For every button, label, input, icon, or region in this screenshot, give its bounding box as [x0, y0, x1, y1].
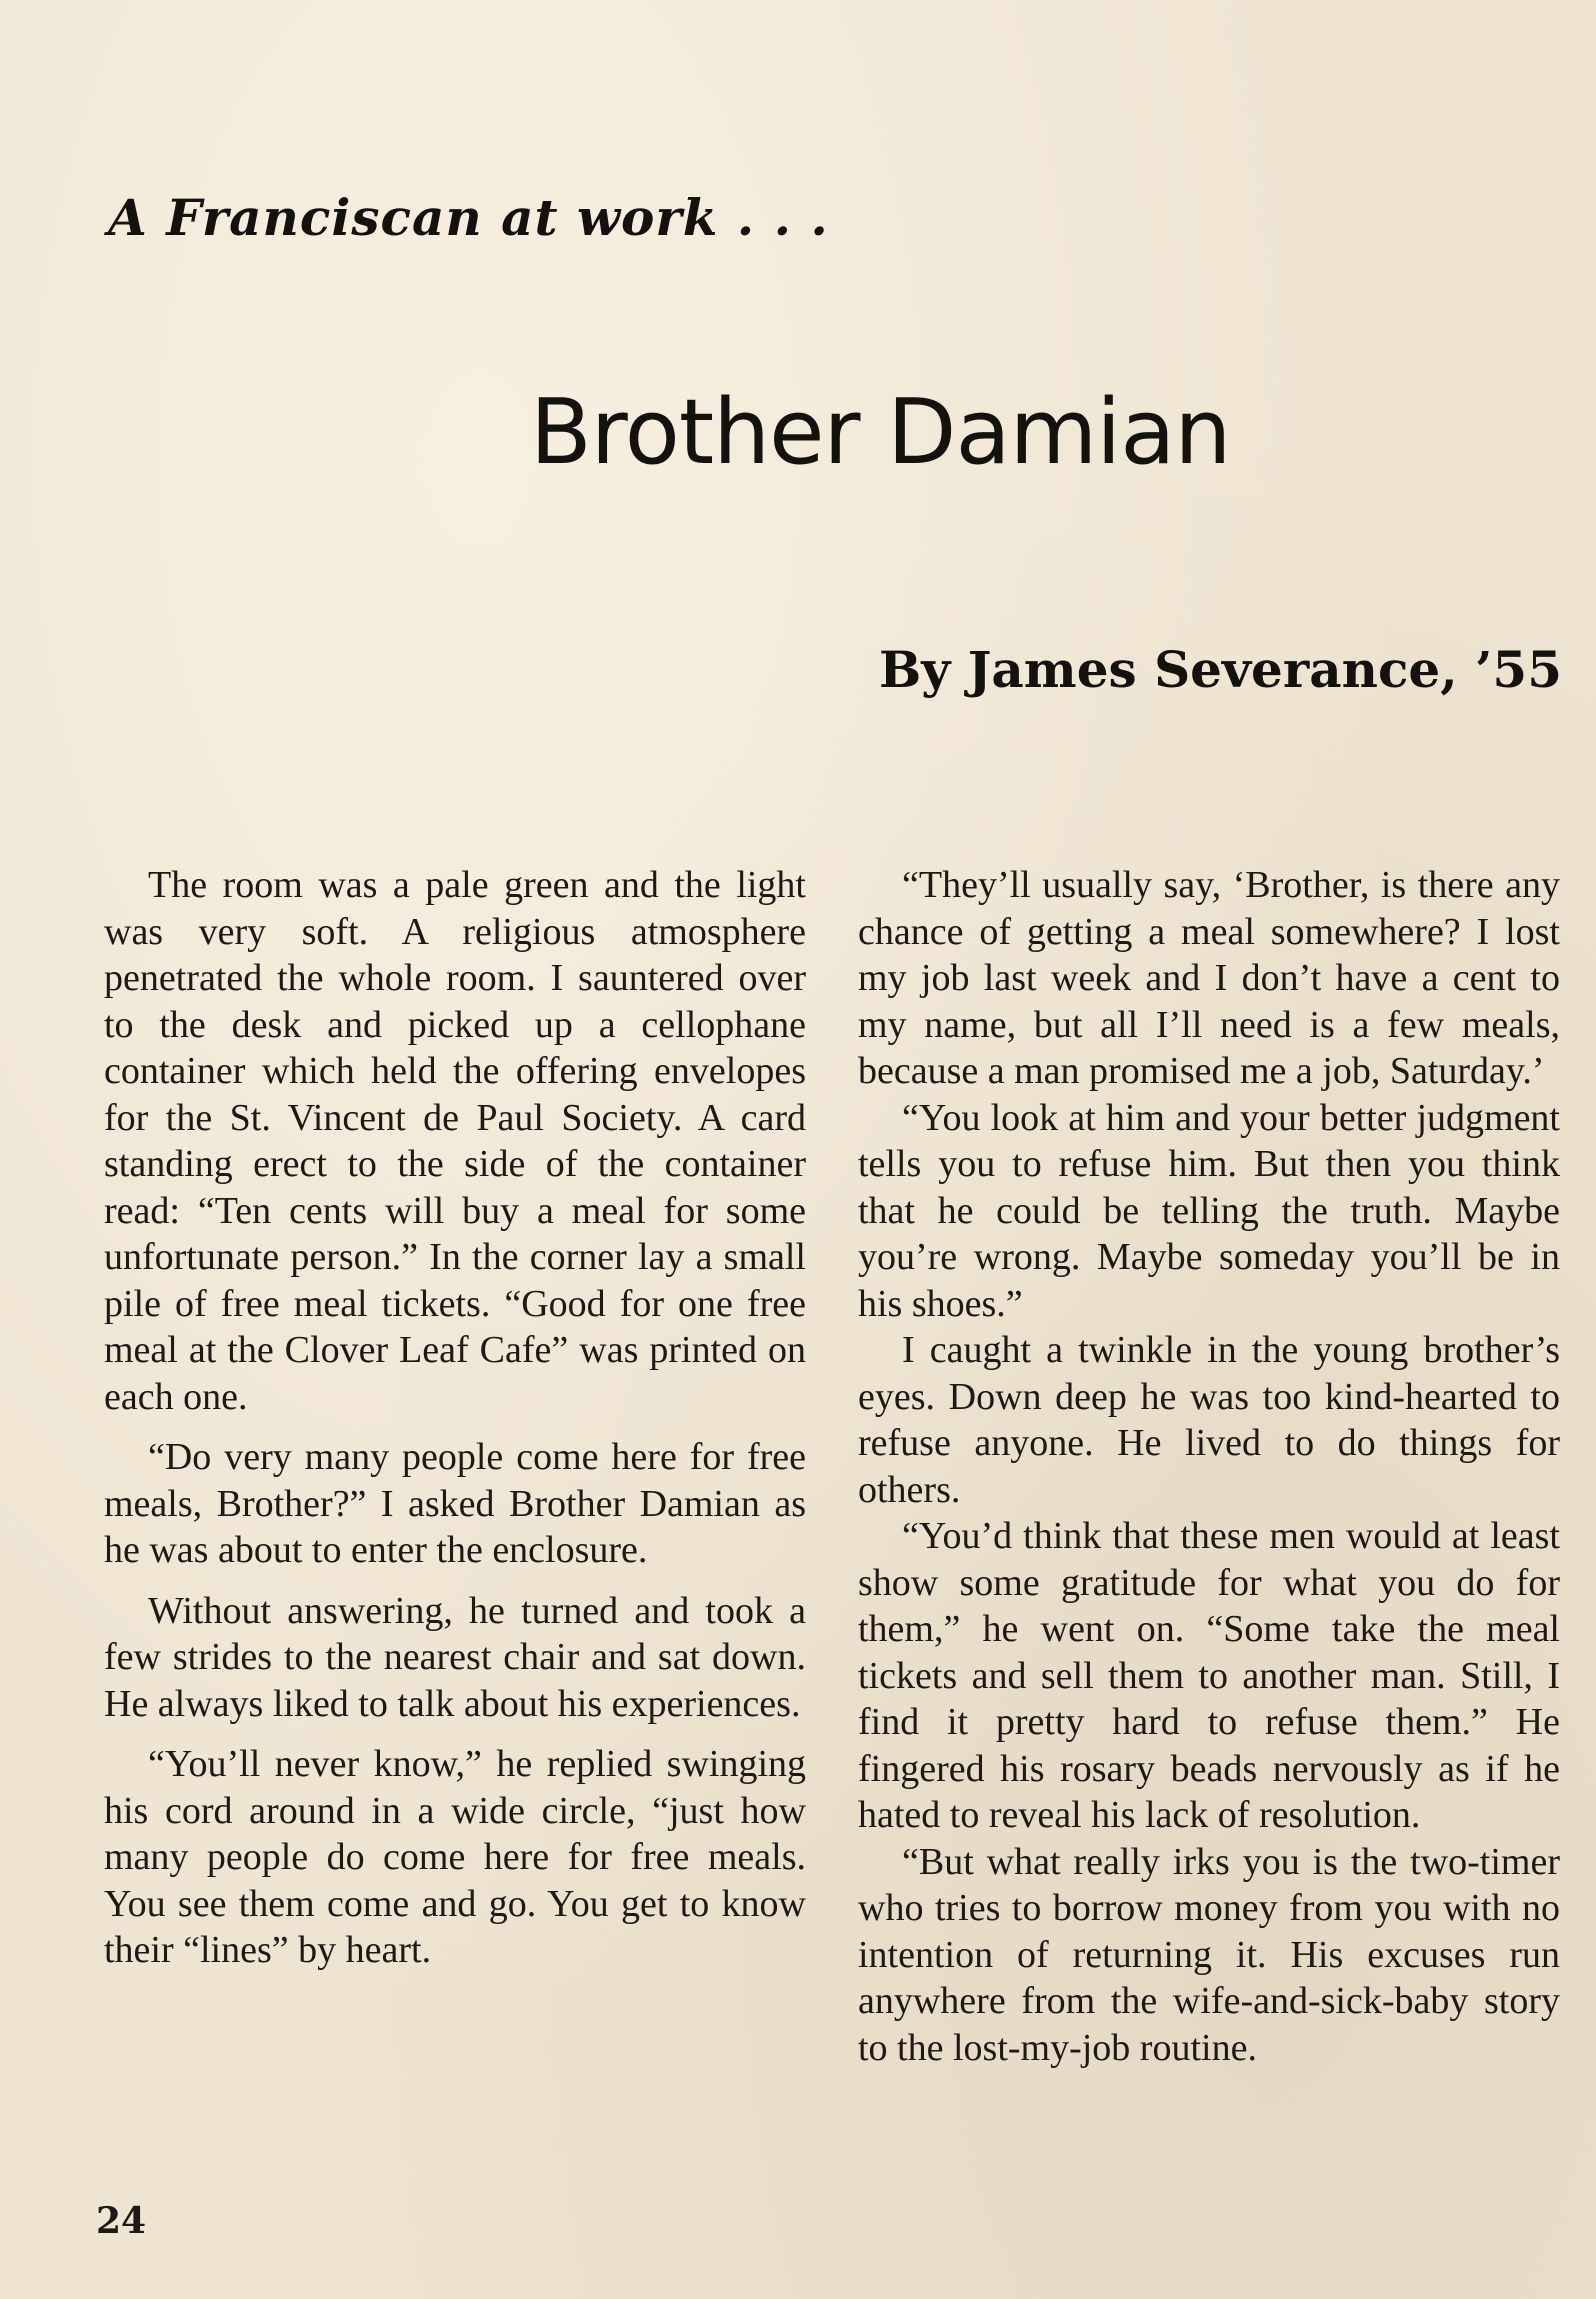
paragraph: “They’ll usually say, ‘Brother, is there any chance of getting a meal somewhere? I lost my job last week and I don’t have a cent to my name, but all I’ll need is a few meals, because a man promised me a job, Saturday.’ — [858, 864, 1560, 1092]
paragraph: “You look at him and your better judgment tells you to refuse him. But then you think that he could be telling the truth. Maybe you’re wrong. Maybe someday you’ll be in his shoes.” — [858, 1096, 1560, 1325]
paragraph: “You’ll never know,” he replied swinging his cord around in a wide circle, “just how many people do come here for free meals. You see them come and go. You get to know their “lines” by heart. — [104, 1743, 806, 1971]
right-column — [858, 862, 1560, 2071]
paragraph: “Do very many people come here for free meals, Brother?” I asked Brother Damian as he was about to enter the enclosure. — [104, 1436, 806, 1571]
left-column — [104, 862, 806, 1988]
page-number: 24 — [96, 2200, 147, 2242]
paragraph: “But what really irks you is the two-timer who tries to borrow money from you with no intention of returning it. His excuses run anywhere from the wife-and-sick-baby story to the lost-my-job routine. — [858, 1840, 1560, 2069]
paragraph: Without answering, he turned and took a few strides to the nearest chair and sat down. He always liked to talk about his experiences. — [104, 1589, 806, 1725]
article-title: Brother Damian — [530, 380, 1231, 485]
paragraph: I caught a twinkle in the young brother’s eyes. Down deep he was too kind-hearted to refuse anyone. He lived to do things for others. — [858, 1329, 1560, 1511]
article-kicker: A Franciscan at work . . . — [108, 188, 829, 247]
article-byline: By James Severance, ’55 — [879, 640, 1562, 699]
paragraph: “You’d think that these men would at least show some gratitude for what you do for them,” he went on. “Some take the meal tickets and sell them to another man. Still, I find it pretty hard to refuse them.” He fingered his rosary beads nervously as if he hated to reveal his lack of resolution. — [858, 1515, 1560, 1836]
paragraph: The room was a pale green and the light was very soft. A religious atmosphere penetrated the whole room. I sauntered over to the desk and picked up a cellophane container which held the offering envelopes for the St. Vincent de Paul Society. A card standing erect to the side of the container read: “Ten cents will buy a meal for some unfortunate person.” In the corner lay a small pile of free meal tickets. “Good for one free meal at the Clover Leaf Cafe” was printed on each one. — [104, 864, 806, 1418]
